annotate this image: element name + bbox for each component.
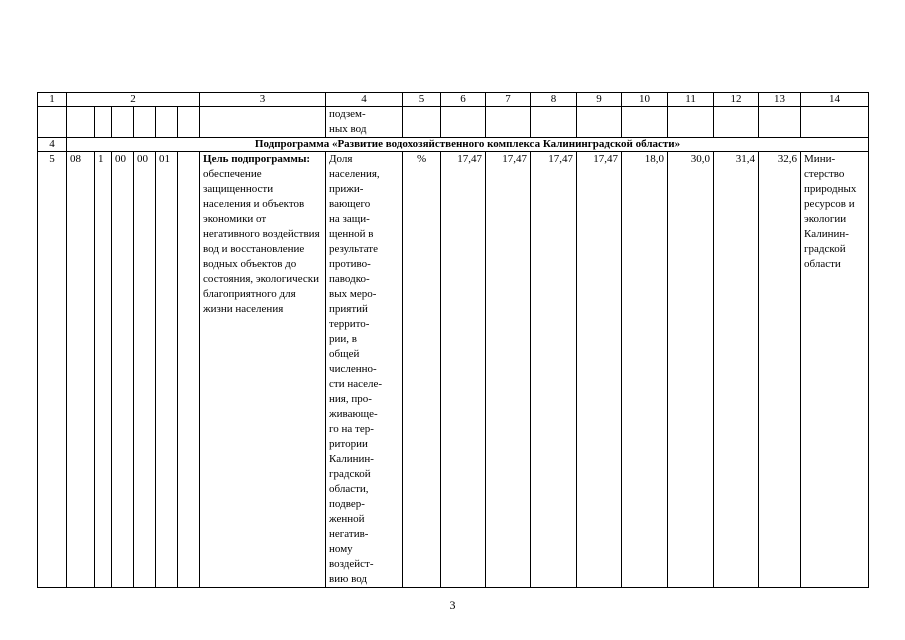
code-3: 00 xyxy=(112,152,134,588)
empty-cell xyxy=(441,107,486,138)
col-num-8: 8 xyxy=(531,93,577,107)
col-num-10: 10 xyxy=(622,93,668,107)
value-col-11: 30,0 xyxy=(668,152,714,588)
value-col-13: 32,6 xyxy=(759,152,801,588)
col-num-13: 13 xyxy=(759,93,801,107)
empty-cell xyxy=(531,107,577,138)
goal-text: обеспечение защищенности населения и объектов экономики от негативного воздействия вод и восстановление водных объектов до состояния, экологически благоприятного для жизни населения xyxy=(203,168,320,315)
col-num-12: 12 xyxy=(714,93,759,107)
code-4: 00 xyxy=(134,152,156,588)
value-col-7: 17,47 xyxy=(486,152,531,588)
value-col-12: 31,4 xyxy=(714,152,759,588)
empty-cell xyxy=(668,107,714,138)
col-num-3: 3 xyxy=(200,93,326,107)
responsible-executor: Мини- стерство природных ресурсов и экологии Калинин- градской области xyxy=(801,152,869,588)
empty-cell xyxy=(178,107,200,138)
value-col-9: 17,47 xyxy=(577,152,622,588)
goal-label: Цель подпрограммы: xyxy=(203,153,311,165)
empty-cell xyxy=(759,107,801,138)
indicator-continuation: подзем- ных вод xyxy=(326,107,403,138)
empty-cell xyxy=(200,107,326,138)
empty-cell xyxy=(403,107,441,138)
goal-cell xyxy=(200,152,326,588)
col-num-7: 7 xyxy=(486,93,531,107)
empty-cell xyxy=(134,107,156,138)
empty-cell xyxy=(178,152,200,588)
empty-cell xyxy=(95,107,112,138)
continuation-row xyxy=(38,107,869,138)
col-num-5: 5 xyxy=(403,93,441,107)
col-num-9: 9 xyxy=(577,93,622,107)
indicators-table xyxy=(37,92,869,588)
subprogram-row-number: 4 xyxy=(38,138,67,152)
empty-cell xyxy=(486,107,531,138)
goal-row xyxy=(38,152,869,588)
unit: % xyxy=(403,152,441,588)
empty-cell xyxy=(38,107,67,138)
col-num-6: 6 xyxy=(441,93,486,107)
col-num-11: 11 xyxy=(668,93,714,107)
goal-row-number: 5 xyxy=(38,152,67,588)
value-col-8: 17,47 xyxy=(531,152,577,588)
page-number: 3 xyxy=(449,598,456,612)
subprogram-title: Подпрограмма «Развитие водохозяйственного комплекса Калининградской области» xyxy=(67,138,869,152)
value-col-10: 18,0 xyxy=(622,152,668,588)
empty-cell xyxy=(577,107,622,138)
code-5: 01 xyxy=(156,152,178,588)
col-num-2: 2 xyxy=(67,93,200,107)
subprogram-row xyxy=(38,138,869,152)
code-subprogram: 1 xyxy=(95,152,112,588)
col-num-1: 1 xyxy=(38,93,67,107)
code-program: 08 xyxy=(67,152,95,588)
col-num-14: 14 xyxy=(801,93,869,107)
empty-cell xyxy=(622,107,668,138)
column-number-row xyxy=(38,93,869,107)
empty-cell xyxy=(801,107,869,138)
col-num-4: 4 xyxy=(326,93,403,107)
empty-cell xyxy=(112,107,134,138)
indicator-name: Доля населения, прижи- вающего на защи- щенной в результате противо- паводко- вых меро- приятий террито- рии, в общей численно- сти населе- ния, про- живающе- го на тер- ритории Калинин- градской области, подвер- женной негатив- ному воздейст- вию вод xyxy=(326,152,403,588)
value-col-6: 17,47 xyxy=(441,152,486,588)
empty-cell xyxy=(67,107,95,138)
empty-cell xyxy=(156,107,178,138)
empty-cell xyxy=(714,107,759,138)
